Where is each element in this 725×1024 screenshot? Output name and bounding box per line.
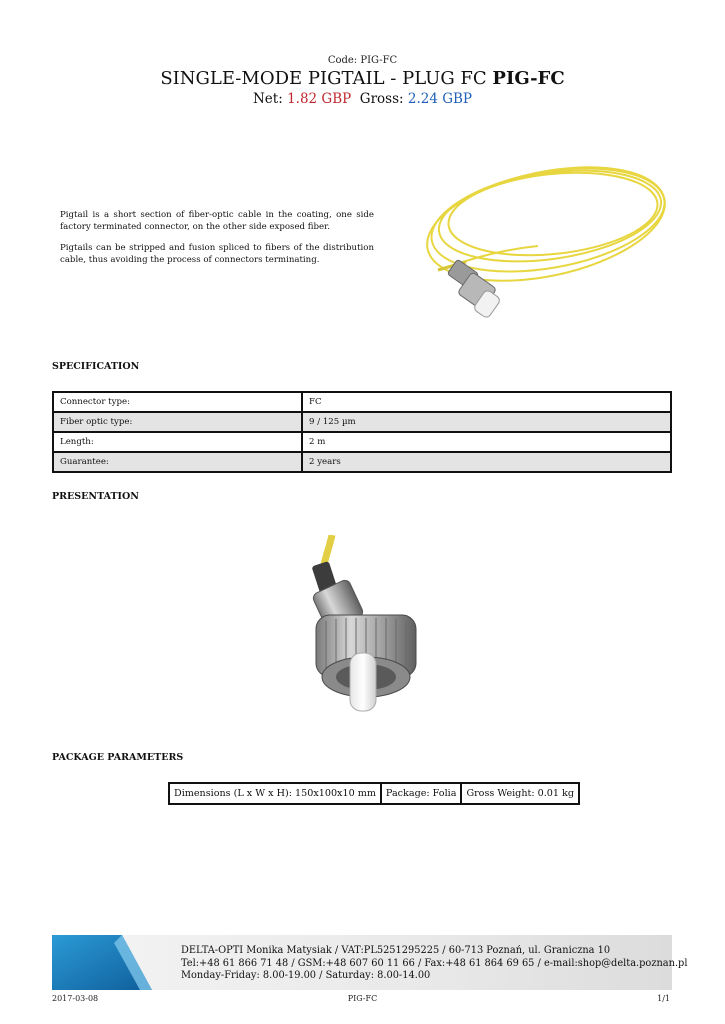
table-row [53, 452, 671, 472]
spec-key: Connector type: [53, 392, 302, 412]
title-text: SINGLE-MODE PIGTAIL - PLUG FC [160, 68, 493, 89]
package-table [168, 782, 580, 805]
spec-key: Length: [53, 432, 302, 452]
table-row [53, 392, 671, 412]
price-line [0, 91, 725, 107]
footer-address: DELTA-OPTI Monika Matysiak / VAT:PL5251295225 / 60-713 Poznań, ul. Graniczna 10 [181, 945, 611, 956]
spec-key: Guarantee: [53, 452, 302, 472]
company-logo [52, 935, 176, 990]
product-image [378, 150, 678, 325]
table-row [53, 432, 671, 452]
title-code: PIG-FC [492, 68, 565, 89]
page-title [0, 68, 725, 89]
package-dimensions: Dimensions (L x W x H): 150x100x10 mm [169, 783, 381, 804]
description-paragraph-1: Pigtail is a short section of fiber-optic cable in the coating, one side factory terminated connector, on the other side exposed fiber. [60, 210, 374, 232]
section-title-presentation: PRESENTATION [52, 491, 139, 502]
presentation-image [290, 535, 440, 720]
description-paragraph-2: Pigtails can be stripped and fusion spliced to fibers of the distribution cable, thus avoiding the process of connectors terminating. [60, 243, 374, 265]
footer-phones: Tel:+48 61 866 71 48 / GSM:+48 607 60 11 66 / Fax:+48 61 864 69 65 / e-mail:shop@delta.poznan.pl [181, 957, 688, 969]
net-price: 1.82 GBP [287, 91, 352, 107]
spec-key: Fiber optic type: [53, 412, 302, 432]
net-label: Net: [252, 91, 288, 107]
package-type: Package: Folia [381, 783, 462, 804]
specification-table [52, 391, 672, 473]
gross-label: Gross: [359, 91, 408, 107]
footer-hours: Monday-Friday: 8.00-19.00 / Saturday: 8.00-14.00 [181, 970, 431, 981]
spec-value: 2 years [302, 452, 671, 472]
table-row [169, 783, 579, 804]
footer-product-code: PIG-FC [347, 994, 378, 1003]
gross-price: 2.24 GBP [407, 91, 472, 107]
footer-date: 2017-03-08 [52, 994, 99, 1003]
table-row [53, 412, 671, 432]
section-title-specification: SPECIFICATION [52, 361, 140, 372]
page-number: 1/1 [657, 994, 670, 1003]
spec-value: FC [302, 392, 671, 412]
product-code-line: Code: PIG-FC [327, 55, 398, 66]
spec-value: 9 / 125 µm [302, 412, 671, 432]
package-weight: Gross Weight: 0.01 kg [461, 783, 579, 804]
spec-value: 2 m [302, 432, 671, 452]
footer-contact [181, 945, 687, 983]
section-title-package: PACKAGE PARAMETERS [52, 752, 184, 763]
